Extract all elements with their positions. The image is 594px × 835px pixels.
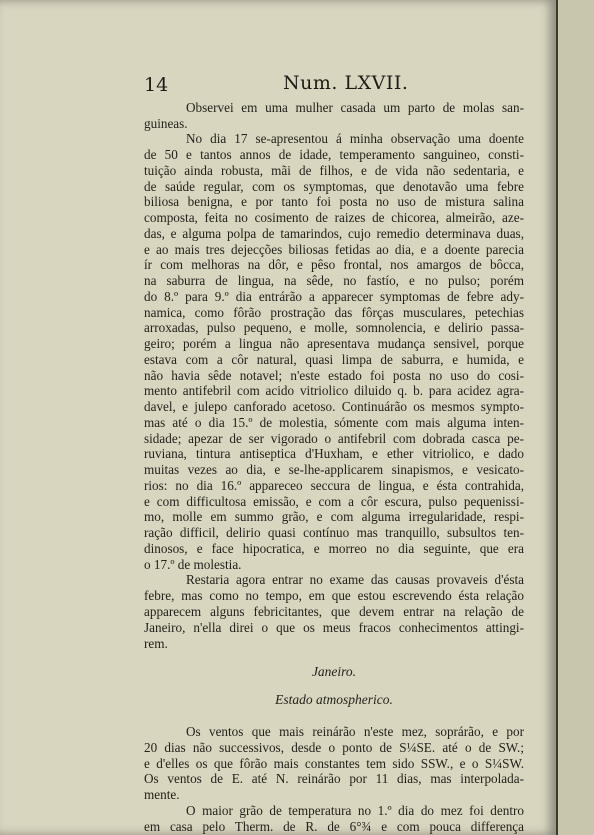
text-line: mas até o dia 15.º de molestia, sómente com mais alguma inten-: [144, 415, 524, 430]
text-line: em casa pelo Therm. de R. de 6°¾ e com pouca differença: [144, 819, 524, 834]
text-line: rios: no dia 16.º appareceo seccura de lingua, e ésta contrahida,: [144, 478, 524, 493]
text-line: mento antifebril com acido vitriolico diluido q. b. para acidez agra-: [144, 383, 524, 398]
text-line: do 8.º para 9.º dia entrárão a apparecer symptomas de febre ady-: [144, 289, 524, 304]
text-line: e ao mais tres dejecções biliosas fetidas ao dia, e a doente parecia: [144, 242, 524, 257]
text-line: sidade; apezar de ser vigorado o antifebril com dobrada casca pe-: [144, 431, 524, 446]
text-line: O maior grão de temperatura no 1.º dia do mez foi dentro: [186, 803, 524, 818]
text-line: composta, feita no cosimento de raizes de chicorea, almeirão, aze-: [144, 210, 524, 225]
text-line: o 17.º de molestia.: [144, 557, 242, 572]
text-line: ruviana, tintura antiseptica d'Huxham, e ether vitriolico, e dado: [144, 446, 524, 461]
text-line: de 50 e tantos annos de idade, temperamento sanguineo, consti-: [144, 147, 524, 162]
text-line: davel, e julepo canforado acetoso. Continuárão os mesmos sympto-: [144, 399, 524, 414]
text-line: mente.: [144, 787, 180, 802]
text-line: Restaria agora entrar no exame das causas provaveis d'ésta: [186, 572, 524, 587]
text-line: Observei em uma mulher casada um parto de molas san-: [186, 100, 524, 115]
text-line: febre, mas como no tempo, em que estou escrevendo ésta relação: [144, 588, 524, 603]
text-line: biliosa benigna, e por tanto foi posta no uso de mistura salina: [144, 194, 524, 209]
text-line: mo, molle em summo grão, e com alguma irregularidade, respi-: [144, 509, 524, 524]
running-head: Num. LXVII.: [283, 72, 409, 94]
text-line: de saúde regular, com os symptomas, que denotavão uma febre: [144, 179, 524, 194]
text-line: No dia 17 se-apresentou á minha observação uma doente: [186, 131, 524, 146]
text-line: dinosos, e face hipocratica, e morreo no dia seguinte, que era: [144, 541, 524, 556]
text-line: 20 dias não successivos, desde o ponto de S¼SE. até o de SW.;: [144, 740, 524, 755]
text-line: ração difficil, delirio quasi contínuo mas tranquillo, subsultos ten-: [144, 525, 524, 540]
text-line: Os ventos que mais reinárão n'este mez, soprárão, e por: [186, 724, 524, 739]
adjacent-page-edge: [558, 0, 594, 835]
text-line: apparecem alguns febricitantes, que devem entrar na relação de: [144, 604, 524, 619]
text-line: na saburra de lingua, na sêde, no fastío, e no pulso; porém: [144, 273, 524, 288]
text-line: Os ventos de E. até N. reinárão por 11 dias, mas interpolada-: [144, 771, 524, 786]
text-line: namica, como fôrão prostração das fôrças musculares, petechias: [144, 305, 524, 320]
text-line: guineas.: [144, 116, 188, 131]
text-line: Janeiro, n'ella direi o que os meus fracos conhecimentos attingi-: [144, 620, 524, 635]
text-line: estava com a côr natural, quasi limpa de saburra, e humida, e: [144, 352, 524, 367]
text-line: ír com melhoras na dôr, e pêso frontal, nos amargos de bôcca,: [144, 257, 524, 272]
text-line: não havia sêde notavel; n'este estado foi posta no uso do cosi-: [144, 368, 524, 383]
section-month: Janeiro.: [311, 664, 357, 679]
text-line: geiro; porém a lingua não apresentava mudança sensivel, porque: [144, 336, 524, 351]
text-line: tuição ainda robusta, mãi de filhos, e de vida não sedentaria, e: [144, 163, 524, 178]
page-number: 14: [144, 74, 169, 96]
section-title: Estado atmospherico.: [275, 692, 393, 707]
text-line: e com difficultosa emissão, e com a côr escura, pulso pequenissi-: [144, 494, 524, 509]
text-line: das, e alguma polpa de tamarindos, cujo remedio determinava duas,: [144, 226, 524, 241]
text-line: arroxadas, pulso pequeno, e molle, somnolencia, e delirio passa-: [144, 320, 524, 335]
text-line: rem.: [144, 636, 168, 651]
text-line: e d'elles os que fôrão mais constantes tem sido SSW., e o S¼SW.: [144, 756, 524, 771]
text-line: muitas vezes ao dia, e se-lhe-applicarem sinapismos, e vesicato-: [144, 462, 524, 477]
